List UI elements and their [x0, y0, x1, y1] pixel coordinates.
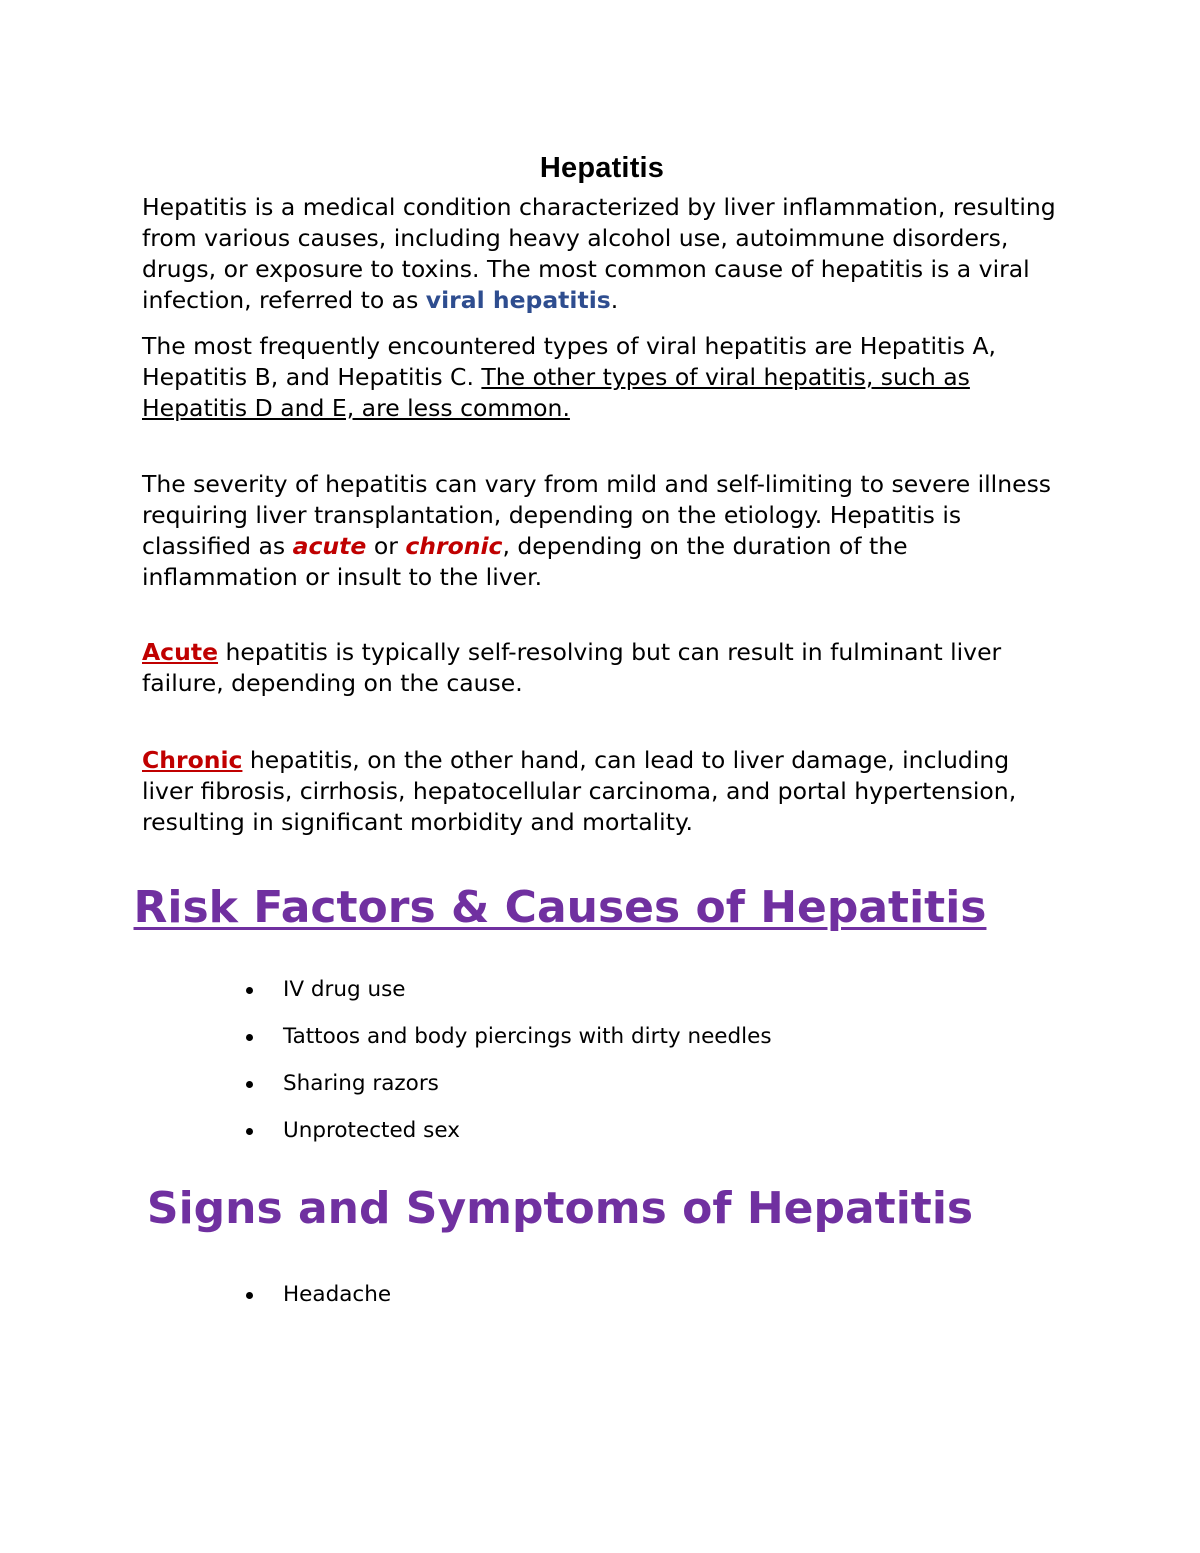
severity-text-1: The severity of hepatitis can vary from mild and self-limiting to severe illness requiring liver transplantation, depending on the etiology. Hepatitis is classified as: [142, 470, 1052, 560]
acute-text: hepatitis is typically self-resolving but can result in fulminant liver failure, depending on the cause.: [142, 638, 1002, 697]
intro-text: Hepatitis is a medical condition characterized by liver inflammation, resulting from various causes, including heavy alcohol use, autoimmune disorders, drugs, or exposure to toxins. The most common cause of hepatitis is a viral infection, referred to as: [142, 193, 1056, 314]
bullet-icon: [246, 1292, 253, 1299]
list-item: [142, 976, 1062, 1004]
chronic-paragraph: [142, 745, 1062, 838]
severity-paragraph: [142, 469, 1062, 593]
severity-text-3: , depending on the duration of the inflammation or insult to the liver.: [142, 532, 908, 591]
list-item-text: IV drug use: [283, 977, 406, 1002]
list-item-text: Unprotected sex: [283, 1118, 460, 1143]
signs-symptoms-heading: Signs and Symptoms of Hepatitis: [146, 1183, 974, 1234]
severity-text-2: or: [366, 532, 406, 560]
bullet-icon: [246, 1128, 253, 1135]
signs-symptoms-list: [142, 1281, 1062, 1309]
chronic-heading-term: Chronic: [142, 746, 243, 774]
viral-hepatitis-term: viral hepatitis: [425, 286, 611, 314]
bullet-icon: [246, 1034, 253, 1041]
intro-paragraph: [142, 192, 1062, 316]
types-paragraph: [142, 331, 1062, 424]
chronic-term: chronic: [405, 532, 503, 560]
intro-text-end: .: [610, 286, 619, 314]
list-item-text: Tattoos and body piercings with dirty needles: [283, 1024, 772, 1049]
acute-heading-term: Acute: [142, 638, 219, 666]
list-item: [142, 1023, 1062, 1051]
risk-factors-heading: Risk Factors & Causes of Hepatitis: [133, 882, 987, 933]
list-item-text: Sharing razors: [283, 1071, 439, 1096]
list-item: [142, 1117, 1062, 1145]
types-underlined-text: The other types of viral hepatitis, such as Hepatitis D and E, are less common.: [142, 363, 970, 422]
risk-factors-list: [142, 976, 1062, 1145]
types-text: The most frequently encountered types of viral hepatitis are Hepatitis A, Hepatitis B, and Hepatitis C.: [142, 332, 996, 391]
bullet-icon: [246, 1081, 253, 1088]
acute-term: acute: [292, 532, 367, 560]
bullet-icon: [246, 987, 253, 994]
document-title: Hepatitis: [539, 152, 665, 184]
document-page: [133, 150, 1062, 1328]
acute-paragraph: [142, 637, 1062, 699]
chronic-text: hepatitis, on the other hand, can lead to liver damage, including liver fibrosis, cirrhosis, hepatocellular carcinoma, and portal hypertension, resulting in significant morbidity and mortality.: [142, 746, 1017, 836]
list-item: [142, 1281, 1062, 1309]
list-item-text: Headache: [283, 1282, 392, 1307]
list-item: [142, 1070, 1062, 1098]
